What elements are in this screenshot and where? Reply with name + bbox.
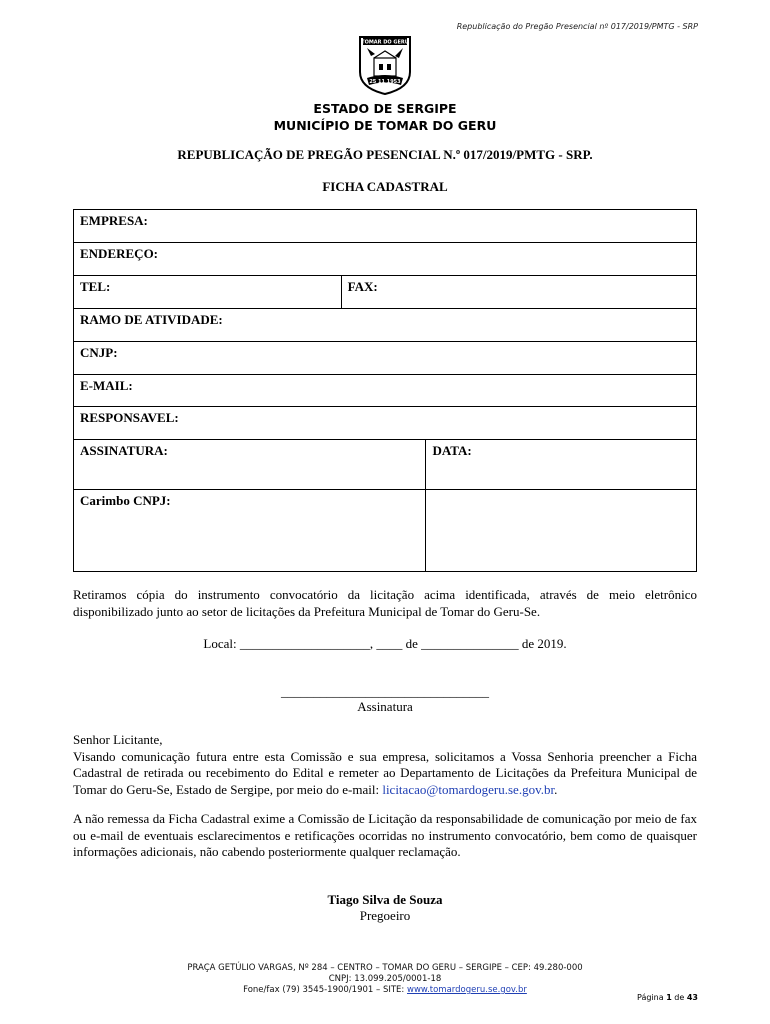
fax-field[interactable]: FAX: <box>341 276 696 309</box>
crest-name: TOMAR DO GERU <box>361 39 409 46</box>
endereco-field[interactable]: ENDEREÇO: <box>74 243 697 276</box>
footer-cnpj: CNPJ: 13.099.205/0001-18 <box>328 974 442 984</box>
footer-site-link[interactable]: www.tomardogeru.se.gov.br <box>407 985 527 995</box>
form-title: FICHA CADASTRAL <box>322 179 448 194</box>
carimbo-cnpj-field[interactable]: Carimbo CNPJ: <box>74 490 426 572</box>
crest-date: 25 11 1953 <box>369 79 401 85</box>
page-label: Página <box>637 993 667 1002</box>
municipality-heading: MUNICÍPIO DE TOMAR DO GERU <box>273 118 497 133</box>
page-number <box>637 993 698 1002</box>
ramo-atividade-field[interactable]: RAMO DE ATIVIDADE: <box>74 309 697 342</box>
registration-form-table <box>73 209 697 572</box>
responsavel-field[interactable]: RESPONSAVEL: <box>74 407 697 440</box>
assinatura-field[interactable]: ASSINATURA: <box>74 440 426 490</box>
header-note: Republicação do Pregão Presencial nº 017/2019/PMTG - SRP <box>456 22 698 31</box>
tel-field[interactable]: TEL: <box>74 276 342 309</box>
page-current: 1 <box>666 993 672 1002</box>
footer-address: PRAÇA GETÚLIO VARGAS, Nº 284 – CENTRO – TOMAR DO GERU – SERGIPE – CEP: 49.280-000 <box>187 963 583 973</box>
request-email-link[interactable]: licitacao@tomardogeru.se.gov.br <box>382 781 555 797</box>
empresa-field[interactable]: EMPRESA: <box>74 210 697 243</box>
data-field[interactable]: DATA: <box>426 440 697 490</box>
page-total: 43 <box>686 993 698 1002</box>
document-title: REPUBLICAÇÃO DE PREGÃO PESENCIAL N.º 017/2019/PMTG - SRP. <box>177 147 593 162</box>
state-heading: ESTADO DE SERGIPE <box>313 101 457 116</box>
disclaimer-paragraph: A não remessa da Ficha Cadastral exime a Comissão de Licitação da responsabilidade de comunicação por meio de fax ou e-mail de eventuais esclarecimentos e retificações ocorridas no instrumento convocatório, bem como de quaisquer informações adicionais, não cabendo posteriormente qualquer reclamação. <box>73 811 697 859</box>
signature-line: ________________________________ <box>281 684 489 699</box>
signer-role: Pregoeiro <box>359 908 411 923</box>
signature-label: Assinatura <box>357 699 413 714</box>
request-text: Visando comunicação futura entre esta Comissão e sua empresa, solicitamos a Vossa Senhoria preencher a Ficha Cadastral de retirada ou recebimento do Edital e remeter ao Departamento de Licitações da Prefeitura Municipal de Tomar do Geru-Se, Estado de Sergipe, por meio do e-mail: <box>73 748 697 797</box>
greeting: Senhor Licitante, <box>73 732 163 747</box>
request-paragraph <box>73 732 697 798</box>
municipal-crest-logo <box>357 34 413 96</box>
local-line: Local: ____________________, ____ de _______________ de 2019. <box>203 636 567 651</box>
request-end: . <box>554 781 558 797</box>
cnpj-field[interactable]: CNJP: <box>74 342 697 375</box>
email-field[interactable]: E-MAIL: <box>74 375 697 407</box>
retiramos-paragraph: Retiramos cópia do instrumento convocatório da licitação acima identificada, através de meio eletrônico disponibilizado junto ao setor de licitações da Prefeitura Municipal de Tomar do Geru-Se. <box>73 587 697 619</box>
signer-name: Tiago Silva de Souza <box>327 892 443 907</box>
carimbo-blank-cell[interactable] <box>426 490 697 572</box>
page-of: de <box>671 993 687 1002</box>
footer-phone: Fone/fax (79) 3545-1900/1901 – SITE: <box>243 985 407 995</box>
